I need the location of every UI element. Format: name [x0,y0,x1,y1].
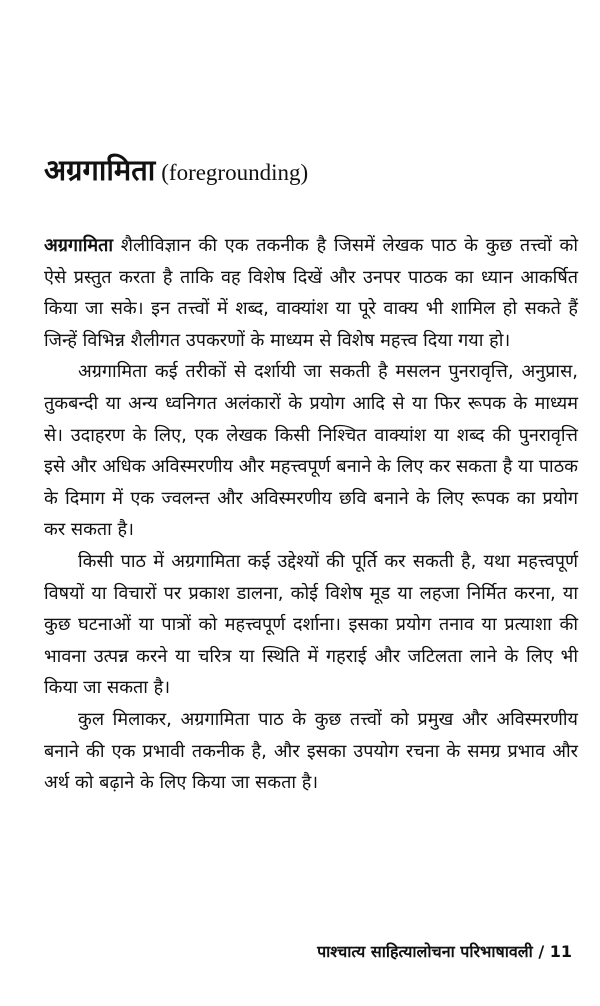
paragraph: कुल मिलाकर, अग्रगामिता पाठ के कुछ तत्त्वों को प्रमुख और अविस्मरणीय बनाने की एक प्रभावी तकनीक है, और इसका उपयोग रचना के समग्र प्रभाव और अर्थ को बढ़ाने के लिए किया जा सकता है। [44,708,578,794]
body-text [44,230,578,799]
paragraph [44,230,578,356]
paragraph: अग्रगामिता कई तरीकों से दर्शायी जा सकती है मसलन पुनरावृत्ति, अनुप्रास, तुकबन्दी या अन्य ध्वनिगत अलंकारों के प्रयोग आदि से या फिर रूपक के माध्यम से। उदाहरण के लिए, एक लेखक किसी निश्चित वाक्यांश या शब्द की पुनरावृत्ति इसे और अधिक अविस्मरणीय और महत्त्वपूर्ण बनाने के लिए कर सकता है या पाठक के दिमाग में एक ज्वलन्त और अविस्मरणीय छवि बनाने के लिए रूपक का प्रयोग कर सकता है। [44,361,578,541]
page-footer: पाश्चात्य साहित्यालोचना परिभाषावली / 11 [317,942,572,961]
heading-english-term: (foregrounding) [161,160,309,185]
heading-hindi-term: अग्रगामिता [44,153,156,187]
section-heading [44,150,564,189]
paragraph: किसी पाठ में अग्रगामिता कई उद्देश्यों की पूर्ति कर सकती है, यथा महत्त्वपूर्ण विषयों या विचारों पर प्रकाश डालना, कोई विशेष मूड या लहजा निर्मित करना, या कुछ घटनाओं या पात्रों को महत्त्वपूर्ण दर्शाना। इसका प्रयोग तनाव या प्रत्याशा की भावना उत्पन्न करने या चरित्र या स्थिति में गहराई और जटिलता लाने के लिए भी किया जा सकता है। [44,550,578,699]
paragraph-text: शैलीविज्ञान की एक तकनीक है जिसमें लेखक पाठ के कुछ तत्त्वों को ऐसे प्रस्तुत करता है ताकि वह विशेष दिखें और उनपर पाठक का ध्यान आकर्षित किया जा सके। इन तत्त्वों में शब्द, वाक्यांश या पूरे वाक्य भी शामिल हो सकते हैं जिन्हें विभिन्न शैलीगत उपकरणों के माध्यम से विशेष महत्त्व दिया गया हो। [44,235,578,351]
paragraph-lead-term: अग्रगामिता [44,235,114,256]
